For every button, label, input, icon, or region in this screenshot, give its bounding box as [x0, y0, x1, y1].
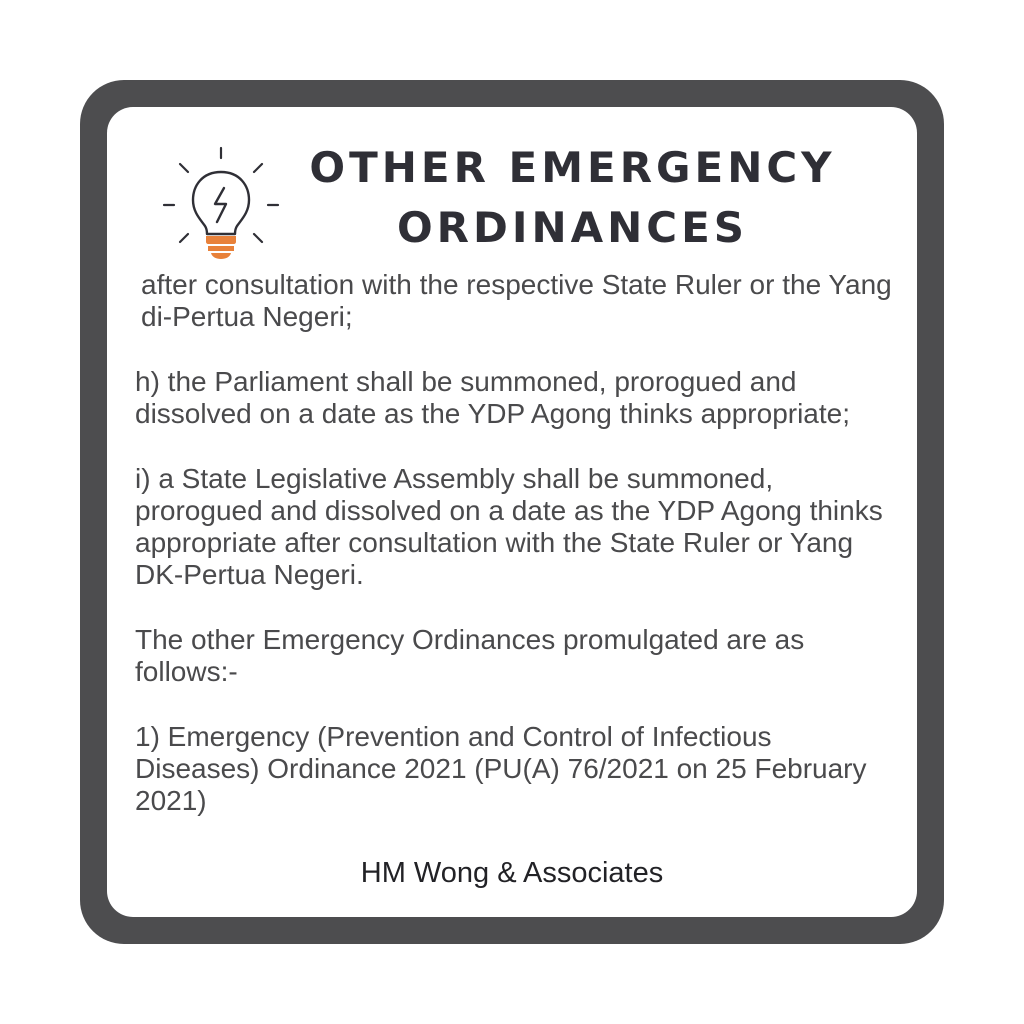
item-h-paragraph: h) the Parliament shall be summoned, prorogued and dissolved on a date as the YDP Agong thinks appropriate;	[135, 366, 851, 429]
footer-credit: HM Wong & Associates	[360, 857, 664, 889]
intro-paragraph: after consultation with the respective State Ruler or the Yang di-Pertua Negeri;	[141, 269, 892, 332]
title-line-1: OTHER EMERGENCY	[309, 143, 836, 192]
title-line-2: ORDINANCES	[396, 203, 749, 252]
ordinance-1-paragraph: 1) Emergency (Prevention and Control of Infectious Diseases) Ordinance 2021 (PU(A) 76/2021 on 25 February 2021)	[135, 721, 867, 816]
body-text	[135, 269, 895, 817]
page-title	[300, 138, 845, 258]
item-i-paragraph: i) a State Legislative Assembly shall be summoned, prorogued and dissolved on a date as the YDP Agong thinks appropriate after consultation with the State Ruler or Yang DK-Pertua Negeri.	[135, 463, 883, 590]
lightbulb-icon	[160, 142, 282, 264]
ordinances-intro-paragraph: The other Emergency Ordinances promulgated are as follows:-	[135, 624, 805, 687]
